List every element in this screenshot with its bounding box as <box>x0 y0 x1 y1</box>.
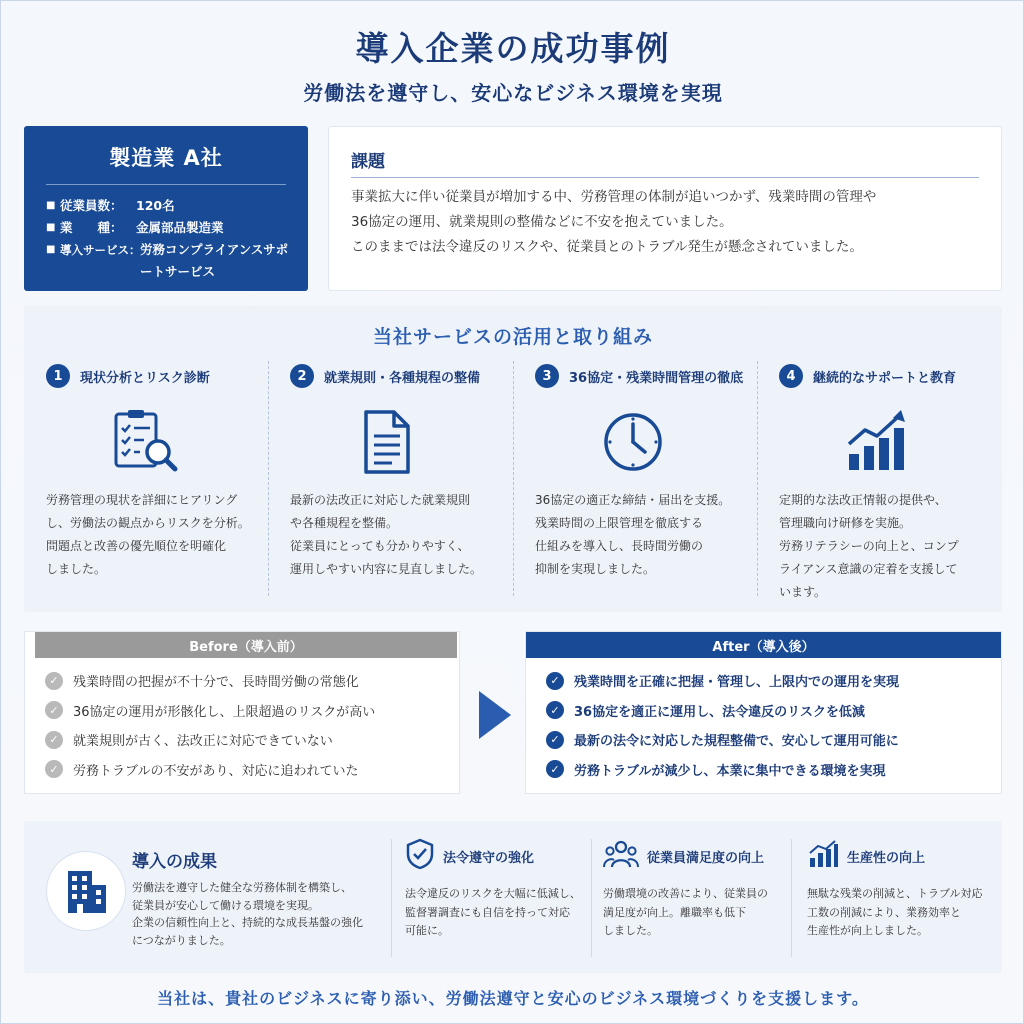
step-number: 1 <box>46 364 70 388</box>
result-item <box>603 839 793 957</box>
issue-text <box>351 185 991 260</box>
step-description-line: や各種規程を整備。 <box>290 516 399 530</box>
step-description-line: ライアンス意識の定着を支援して <box>779 562 958 576</box>
before-item <box>45 755 459 785</box>
company-row-key: 業 種： <box>60 220 123 235</box>
company-divider <box>46 184 286 185</box>
step-card <box>757 361 997 599</box>
result-item-line: 生産性が向上しました。 <box>807 924 928 937</box>
results-text-line: 従業員が安心して働ける環境を実現。 <box>132 898 319 912</box>
result-item <box>405 839 595 957</box>
result-item <box>807 839 997 957</box>
document-icon <box>268 406 508 478</box>
bullet-icon: ■ <box>46 222 56 233</box>
results-separator <box>391 839 392 957</box>
check-icon: ✓ <box>45 731 63 749</box>
result-item-title: 法令遵守の強化 <box>443 850 535 866</box>
after-item-text: 36協定を適正に運用し、法令違反のリスクを低減 <box>574 704 865 720</box>
before-item-text: 就業規則が古く、法改正に対応できていない <box>73 734 333 750</box>
before-card <box>24 631 460 794</box>
step-label: 就業規則・各種規程の整備 <box>324 370 481 386</box>
after-item-text: 労務トラブルが減少し、本業に集中できる環境を実現 <box>574 763 886 779</box>
results-text-line: につながりました。 <box>132 933 231 947</box>
checklist-magnifier-icon <box>24 406 264 478</box>
step-label: 36協定・残業時間管理の徹底 <box>569 370 744 386</box>
company-row-value: 労務コンプライアンスサポートサービス <box>140 242 289 279</box>
step-description-line: います。 <box>779 585 827 599</box>
company-row-value: 金属部品製造業 <box>136 220 224 235</box>
before-item <box>45 696 459 726</box>
step-description-line: 仕組みを導入し、長時間労働の <box>535 539 704 553</box>
after-item-text: 最新の法令に対応した規程整備で、安心して運用可能に <box>574 734 899 750</box>
step-description <box>46 489 256 581</box>
issue-title: 課題 <box>351 152 385 172</box>
step-description-line: 定期的な法改正情報の提供や、 <box>779 493 947 507</box>
step-description-line: 運用しやすい内容に見直しました。 <box>290 562 483 576</box>
results-text-line: 労働法を遵守した健全な労務体制を構築し、 <box>132 881 352 894</box>
check-icon: ✓ <box>546 731 564 749</box>
step-description-line: 管理職向け研修を実施。 <box>779 516 912 530</box>
clock-icon <box>513 406 753 478</box>
step-card <box>513 361 753 596</box>
before-item-text: 36協定の運用が形骸化し、上限超過のリスクが高い <box>73 704 376 720</box>
results-separator <box>791 839 792 957</box>
result-item-line: 労働環境の改善により、従業員の <box>603 887 768 900</box>
check-icon: ✓ <box>45 701 63 719</box>
company-row-key: 従業員数： <box>60 198 123 213</box>
issue-line-text: このままでは法令違反のリスクや、従業員とのトラブル発生が懸念されていました。 <box>351 239 863 255</box>
step-description-line: 問題点と改善の優先順位を明確化 <box>46 539 227 553</box>
before-item <box>45 666 459 696</box>
result-item-line: 満足度が向上。離職率も低下 <box>603 905 746 919</box>
step-description <box>290 489 500 581</box>
step-description <box>535 489 745 581</box>
results-title: 導入の成果 <box>132 852 217 872</box>
before-item-text: 残業時間の把握が不十分で、長時間労働の常態化 <box>73 675 359 691</box>
company-card <box>24 126 308 291</box>
after-card <box>525 631 1002 794</box>
after-item-text: 残業時間を正確に把握・管理し、上限内での運用を実現 <box>574 675 900 691</box>
shield-check-icon <box>405 838 435 874</box>
step-description-line: 従業員にとっても分かりやすく、 <box>290 539 470 553</box>
bullet-icon: ■ <box>46 244 56 255</box>
step-description <box>779 489 989 604</box>
step-description-line: し、労働法の観点からリスクを分析。 <box>46 516 250 530</box>
step-description-line: 最新の法改正に対応した就業規則 <box>290 493 471 507</box>
company-row-value: 120名 <box>136 198 175 213</box>
step-card <box>268 361 508 596</box>
company-name: 製造業 A社 <box>109 146 223 170</box>
bullet-icon: ■ <box>46 200 56 211</box>
step-number: 2 <box>290 364 314 388</box>
result-item-line: しました。 <box>603 924 658 937</box>
steps-title: 当社サービスの活用と取り組み <box>372 326 653 348</box>
result-item-line: 監督署調査にも自信を持って対応 <box>405 905 570 919</box>
step-description-line: 36協定の適正な締結・届出を支援。 <box>535 493 731 507</box>
building-icon <box>46 851 126 931</box>
step-description-line: 残業時間の上限管理を徹底する <box>535 516 704 530</box>
step-number: 4 <box>779 364 803 388</box>
company-row <box>24 195 308 217</box>
results-separator <box>591 839 592 957</box>
issue-line-text: 36協定の運用、就業規則の整備などに不安を抱えていました。 <box>351 214 733 230</box>
results-text <box>132 879 386 949</box>
step-description-line: 労務管理の現状を詳細にヒアリング <box>46 493 238 507</box>
results-text-line: 企業の信頼性向上と、持続的な成長基盤の強化 <box>132 916 363 929</box>
page-title: 導入企業の成功事例 <box>355 29 671 68</box>
company-row <box>24 239 308 283</box>
growth-chart-icon <box>757 406 997 478</box>
after-item <box>546 725 1001 755</box>
results-panel <box>24 821 1002 973</box>
before-item-text: 労務トラブルの不安があり、対応に追われていた <box>73 763 359 779</box>
after-item <box>546 666 1001 696</box>
result-item-line: 無駄な残業の削減と、トラブル対応 <box>807 887 983 900</box>
page-subtitle: 労働法を遵守し、安心なビジネス環境を実現 <box>303 81 723 105</box>
check-icon: ✓ <box>546 760 564 778</box>
after-title: After（導入後） <box>526 632 1001 658</box>
check-icon: ✓ <box>546 701 564 719</box>
step-card <box>24 361 264 596</box>
check-icon: ✓ <box>45 672 63 690</box>
after-item <box>546 696 1001 726</box>
issue-line-text: 事業拡大に伴い従業員が増加する中、労務管理の体制が追いつかず、残業時間の管理や <box>351 189 877 205</box>
result-item-line: 法令違反のリスクを大幅に低減し、 <box>405 887 581 900</box>
issue-divider <box>351 177 979 178</box>
footer-message: 当社は、貴社のビジネスに寄り添い、労働法遵守と安心のビジネス環境づくりを支援します。 <box>157 989 869 1008</box>
result-item-line: 工数の削減により、業務効率と <box>807 905 961 919</box>
step-label: 現状分析とリスク診断 <box>80 370 210 386</box>
steps-panel <box>24 306 1002 612</box>
before-item <box>45 725 459 755</box>
company-row-key: 導入サービス： <box>60 243 141 257</box>
step-description-line: 労務リテラシーの向上と、コンプ <box>779 539 959 553</box>
check-icon: ✓ <box>45 760 63 778</box>
team-icon <box>603 838 639 874</box>
step-description-line: 抑制を実現しました。 <box>535 562 656 576</box>
productivity-chart-icon <box>807 839 839 873</box>
before-title: Before（導入前） <box>35 632 457 658</box>
step-number: 3 <box>535 364 559 388</box>
result-item-title: 従業員満足度の向上 <box>647 850 765 866</box>
check-icon: ✓ <box>546 672 564 690</box>
result-item-line: 可能に。 <box>405 924 449 937</box>
step-label: 継続的なサポートと教育 <box>813 370 957 386</box>
result-item-title: 生産性の向上 <box>847 850 926 866</box>
issue-card <box>328 126 1002 291</box>
after-item <box>546 755 1001 785</box>
arrow-right-icon <box>479 691 511 739</box>
step-description-line: しました。 <box>46 562 107 576</box>
company-row <box>24 217 308 239</box>
